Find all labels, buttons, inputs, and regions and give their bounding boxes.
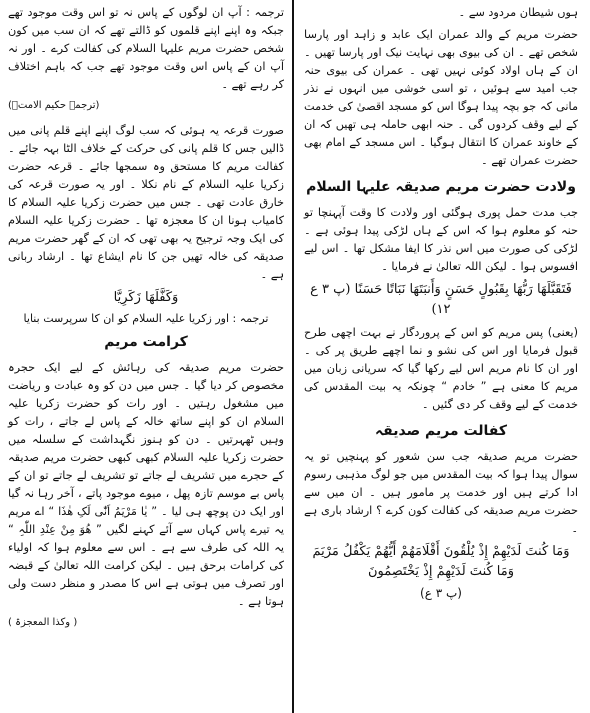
column-divider	[292, 0, 294, 713]
section-heading: ولادت حضرت مریم صدیقہ علیہا السلام	[306, 179, 576, 195]
paragraph: (یعنی) پس مریم کو اس کے پروردگار نے بہت اچھی طرح قبول فرمایا اور اس کی نشو و نما اچھے طریق پر کی ۔ اور ان کا نام مریم اس لیے رکھا گیا کہ سریانی زبان میں مریم کا معنی ہے ” خادم “ چونکہ یہ بیت المقدس کی خدمت کے لیے وقف کر دی گئیں ۔	[304, 326, 578, 411]
paragraph: جب مدت حمل پوری ہوگئی اور ولادت کا وقت آپہنچا تو حنہ کو معلوم ہوا کہ اس کے ہاں لڑکی پیدا ہوئی ہے ۔ لڑکی کی صورت میں اس نذر کا ایفا مشکل تھا ۔ اس لیے افسوس ہوا ۔ لیکن اللہ تعالیٰ نے فرمایا ۔	[304, 206, 578, 273]
translation-credit: (ترجمہ حکیم الامتؒ)	[8, 100, 100, 111]
left-column	[4, 0, 288, 713]
footnote: ( وکذا المعجزۃ )	[8, 617, 78, 628]
paragraph: ہوں شیطان مردود سے ۔	[458, 6, 578, 19]
quranic-verse: فَتَقَبَّلَهَا رَبُّهَا بِقَبُولٍ حَسَنٍ وَأَنبَتَهَا نَبَاتًا حَسَنًا (پ ۳ ع ۱۲)	[310, 282, 572, 317]
paragraph: ترجمہ : آپ ان لوگوں کے پاس نہ تو اس وقت موجود تھے جبکہ وہ اپنے اپنے قلموں کو ڈالتے تھے کہ ان سب میں کون شخص حضرت مریم علیہا السلام کی کفالت کرے ۔ اور نہ آپ ان کے پاس اس وقت موجود تھے جب کہ باہم اختلاف کر رہے تھے ۔	[8, 6, 284, 91]
section-heading: کرامت مریم	[104, 334, 188, 350]
paragraph: حضرت مریم کے والد عمران ایک عابد و زاہد اور پارسا شخص تھے ۔ ان کی بیوی بھی نہایت نیک اور پارسا تھیں ۔ ان کے ہاں اولاد کوئی نہیں تھی ۔ عمران کی بیوی حنہ جب امید سے ہوئیں ، تو اسی خوشی میں انہوں نے نذر مانی کہ جو بچہ پیدا ہوگا اس کو مسجد اقصیٰ کی خدمت کے لیے وقف کردوں گی ۔ حنہ ابھی حاملہ ہی تھیں کہ ان کے خاوند عمران کا انتقال ہوگیا ۔ اس مسجد کے امام بھی حضرت عمران تھے ۔	[304, 28, 578, 167]
paragraph: حضرت مریم صدیقہ کی رہائش کے لیے ایک حجرہ مخصوص کر دیا گیا ۔ جس میں دن کو وہ عبادت و ریاضت میں مشغول رہتیں ۔ اور رات کو حضرت زکریا علیہ السلام ان کو اپنے ساتھ خالہ کے پاس لے جاتے ، رات کو وہیں ٹھہرتیں ۔ دن کو ہنوز نگہداشت کے سلسلہ میں حضرت زکریا علیہ السلام کبھی کبھی حضرت مریم صدیقہ کے حجرے میں تشریف لے جاتے تو تشریف لے جاتے تو ان کے پاس بے موسم تازہ پھل ، میوے موجود پاتے ، آخر رہا نہ گیا اور ایک دن پوچھ ہی لیا ۔ ” یٰا مَرْیَمُ اَنّٰی لَکِ ھٰذَا “ اے مریم یہ تیرے پاس کہاں سے آئے کہنے لگیں ” ھُوَ مِنْ عِنْدِ اللّٰہِ “ یہ اللہ کی طرف سے ہے ۔ اس سے معلوم ہوا کہ اولیاء کی کرامات برحق ہیں ۔ لیکن کرامت اللہ تعالیٰ کے قبضہ اور تصرف میں ہوتی ہے اس کا مصدر و منظر دست ولی ہوتا ہے ۔	[8, 361, 284, 608]
verse-reference: (پ ۳ ع)	[420, 586, 462, 600]
section-heading: کفالت مریم صدیقہ	[374, 423, 508, 439]
quranic-verse: وَمَا كُنتَ لَدَيْهِمْ إِذْ يُلْقُونَ أَقْلَامَهُمْ أَيُّهُمْ يَكْفُلُ مَرْيَمَ وَمَا كُنتَ لَدَيْهِمْ إِذْ يَخْتَصِمُونَ	[312, 544, 570, 579]
translation-line: ترجمہ : اور زکریا علیہ السلام کو ان کا سرپرست بنایا	[23, 312, 269, 325]
quranic-verse: وَكَفَّلَهَا زَكَرِيَّا	[113, 290, 179, 305]
paragraph: صورت قرعہ یہ ہوئی کہ سب لوگ اپنے اپنے قلم پانی میں ڈالیں جس کا قلم پانی کی حرکت کے خلاف الٹا بہہ جائے ۔ کفالت مریم کا مستحق وہ سمجھا جائے ۔ قرعہ حضرت زکریا علیہ السلام کے نام نکلا ۔ اور یہ صورت قرعہ کی خارق عادت تھی ۔ جس میں حضرت زکریا علیہ السلام کا کامیاب ہونا ان کا معجزہ تھا ۔ حضرت زکریا علیہ السلام کی ایک وجہ ترجیح یہ بھی تھی کہ ان کے گھر حضرت مریم صدیقہ کی خالہ تھیں جن کا نام ایشاع تھا ۔ ارشاد ربانی ہے ۔	[8, 124, 284, 281]
paragraph: حضرت مریم صدیقہ جب سن شعور کو پہنچیں تو یہ سوال پیدا ہوا کہ بیت المقدس میں جو لوگ مذہبی رسوم ادا کرتے ہیں اور خدمت پر مامور ہیں ۔ ان میں سے حضرت مریم صدیقہ کی کفالت کون کرے ؟ ارشاد باری ہے ۔	[304, 450, 578, 535]
right-column	[300, 0, 584, 713]
